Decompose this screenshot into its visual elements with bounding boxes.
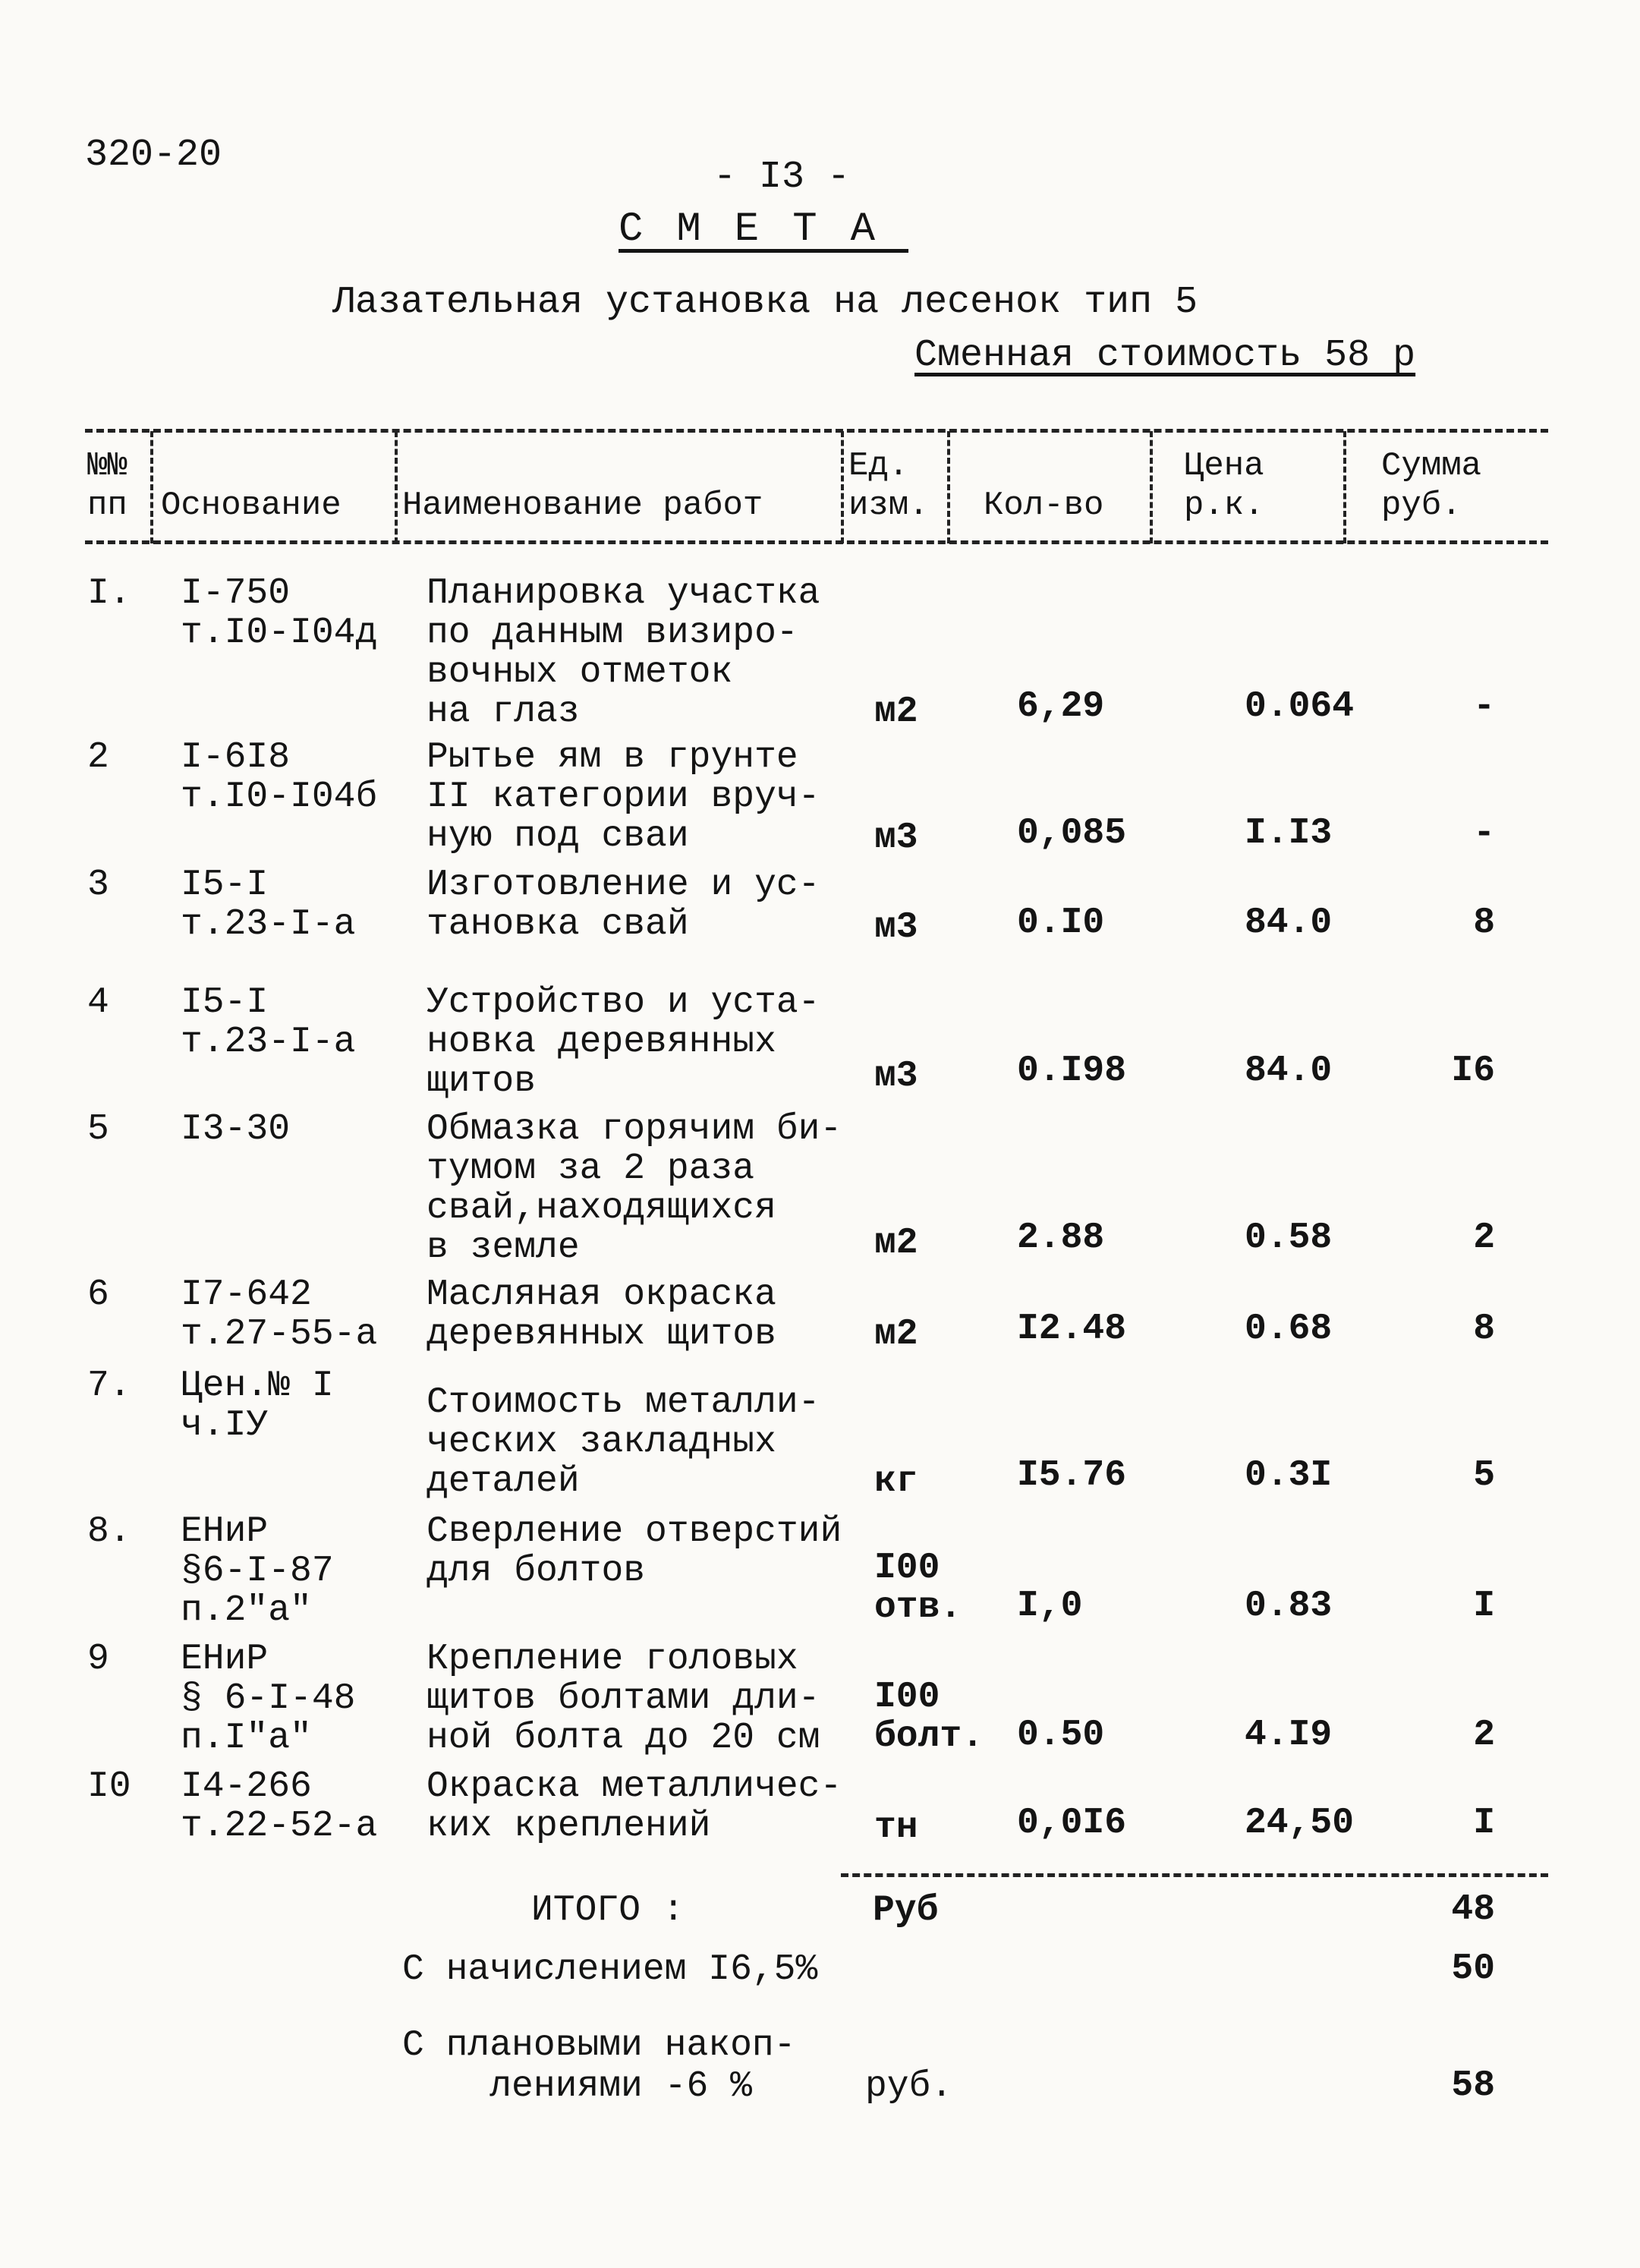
row-work: Стоимость металли- ческих закладных деталей bbox=[427, 1382, 820, 1502]
row-basis: I4-266 т.22-52-а bbox=[181, 1766, 378, 1847]
row-number: 3 bbox=[87, 865, 109, 906]
total-value: 48 bbox=[1451, 1889, 1495, 1930]
header-basis: Основание bbox=[161, 487, 342, 524]
row-unit: кг bbox=[874, 1461, 918, 1502]
row-number: I. bbox=[87, 573, 131, 614]
row-number: 4 bbox=[87, 982, 109, 1023]
row-unit: I00 отв. bbox=[874, 1548, 962, 1628]
row-sum: I bbox=[1473, 1586, 1495, 1627]
row-price: 0.68 bbox=[1245, 1309, 1333, 1350]
row-sum: 2 bbox=[1473, 1217, 1495, 1258]
total-label: ИТОГО : bbox=[531, 1890, 685, 1931]
row-work: Окраска металличес- ких креплений bbox=[427, 1766, 842, 1847]
savings-unit: руб. bbox=[865, 2066, 953, 2107]
savings-label: С плановыми накоп- лениями -6 % bbox=[402, 2025, 796, 2107]
header-num: №№ пп bbox=[87, 447, 127, 524]
row-qty: 0.I0 bbox=[1017, 902, 1105, 943]
row-qty: 2.88 bbox=[1017, 1217, 1105, 1258]
header-sum: Сумма руб. bbox=[1381, 447, 1482, 524]
row-price: 0.3I bbox=[1245, 1455, 1333, 1496]
column-divider bbox=[841, 431, 844, 543]
row-basis: I5-I т.23-I-а bbox=[181, 865, 356, 945]
savings-value: 58 bbox=[1451, 2065, 1495, 2106]
row-qty: 0,0I6 bbox=[1017, 1803, 1127, 1844]
row-work: Планировка участка по данным визиро- вочных отметок на глаз bbox=[427, 573, 820, 732]
row-number: I0 bbox=[87, 1766, 131, 1807]
row-price: 84.0 bbox=[1245, 1051, 1333, 1091]
row-basis: ЕНиР § 6-I-48 п.I"а" bbox=[181, 1639, 356, 1759]
row-price: 4.I9 bbox=[1245, 1715, 1333, 1756]
row-qty: 6,29 bbox=[1017, 686, 1105, 727]
total-unit: Руб bbox=[873, 1890, 939, 1931]
row-number: 8. bbox=[87, 1511, 131, 1552]
row-basis: I5-I т.23-I-а bbox=[181, 982, 356, 1063]
row-qty: 0,085 bbox=[1017, 813, 1127, 854]
row-unit: м3 bbox=[874, 817, 918, 858]
row-qty: I2.48 bbox=[1017, 1309, 1127, 1350]
column-divider bbox=[395, 431, 398, 543]
row-sum: - bbox=[1473, 813, 1495, 854]
row-work: Рытье ям в грунте II категории вруч- ную под сваи bbox=[427, 737, 820, 857]
row-price: 84.0 bbox=[1245, 902, 1333, 943]
shift-cost-note: Сменная стоимость 58 р bbox=[914, 334, 1416, 377]
document-subtitle: Лазательная установка на лесенок тип 5 bbox=[332, 281, 1198, 324]
row-sum: I6 bbox=[1451, 1051, 1495, 1091]
row-qty: 0.50 bbox=[1017, 1715, 1105, 1756]
header-work: Наименование работ bbox=[402, 487, 763, 524]
row-basis: I-6I8 т.I0-I04б bbox=[181, 737, 378, 817]
column-divider bbox=[947, 431, 950, 543]
page-title: СМЕТА bbox=[619, 206, 909, 253]
row-price: 0.58 bbox=[1245, 1217, 1333, 1258]
row-number: 7. bbox=[87, 1366, 131, 1406]
row-qty: I5.76 bbox=[1017, 1455, 1127, 1496]
document-code: 320-20 bbox=[85, 134, 222, 177]
row-unit: м2 bbox=[874, 1314, 918, 1355]
table-header-bottom-rule bbox=[85, 540, 1548, 544]
row-sum: I bbox=[1473, 1803, 1495, 1844]
row-work: Крепление головых щитов болтами дли- ной болта до 20 см bbox=[427, 1639, 820, 1759]
row-work: Масляная окраска деревянных щитов bbox=[427, 1274, 776, 1355]
row-work: Изготовление и ус- тановка свай bbox=[427, 865, 820, 945]
markup-value: 50 bbox=[1451, 1948, 1495, 1989]
row-unit: тн bbox=[874, 1807, 918, 1848]
row-number: 2 bbox=[87, 737, 109, 778]
row-basis: I-750 т.I0-I04д bbox=[181, 573, 378, 654]
row-number: 6 bbox=[87, 1274, 109, 1315]
row-basis: ЕНиР §6-I-87 п.2"а" bbox=[181, 1511, 334, 1631]
row-sum: 8 bbox=[1473, 902, 1495, 943]
row-unit: I00 болт. bbox=[874, 1677, 984, 1757]
row-basis: Цен.№ I ч.IУ bbox=[181, 1366, 334, 1446]
row-unit: м3 bbox=[874, 907, 918, 948]
row-number: 5 bbox=[87, 1109, 109, 1150]
row-price: 0.83 bbox=[1245, 1586, 1333, 1627]
row-sum: 8 bbox=[1473, 1309, 1495, 1350]
row-sum: 5 bbox=[1473, 1455, 1495, 1496]
totals-rule bbox=[841, 1873, 1548, 1877]
row-unit: м2 bbox=[874, 691, 918, 732]
column-divider bbox=[150, 431, 153, 543]
row-price: 24,50 bbox=[1245, 1803, 1355, 1844]
page-number: - I3 - bbox=[713, 156, 851, 199]
row-work: Обмазка горячим би- тумом за 2 раза свай,находящихся в земле bbox=[427, 1109, 842, 1268]
row-basis: I3-30 bbox=[181, 1109, 291, 1150]
row-work: Устройство и уста- новка деревянных щитов bbox=[427, 982, 820, 1102]
column-divider bbox=[1343, 431, 1346, 543]
row-qty: 0.I98 bbox=[1017, 1051, 1127, 1091]
row-price: I.I3 bbox=[1245, 813, 1333, 854]
row-number: 9 bbox=[87, 1639, 109, 1680]
row-basis: I7-642 т.27-55-а bbox=[181, 1274, 378, 1355]
row-work: Сверление отверстий для болтов bbox=[427, 1511, 842, 1592]
header-price: Цена р.к. bbox=[1184, 447, 1264, 524]
row-price: 0.064 bbox=[1245, 686, 1355, 727]
table-header-top-rule bbox=[85, 429, 1548, 433]
row-unit: м3 bbox=[874, 1056, 918, 1097]
column-divider bbox=[1150, 431, 1153, 543]
markup-label: С начислением I6,5% bbox=[402, 1949, 818, 1990]
header-unit: Ед. изм. bbox=[848, 447, 929, 524]
row-sum: - bbox=[1473, 686, 1495, 727]
header-qty: Кол-во bbox=[984, 487, 1104, 524]
row-qty: I,0 bbox=[1017, 1586, 1083, 1627]
row-sum: 2 bbox=[1473, 1715, 1495, 1756]
row-unit: м2 bbox=[874, 1223, 918, 1264]
